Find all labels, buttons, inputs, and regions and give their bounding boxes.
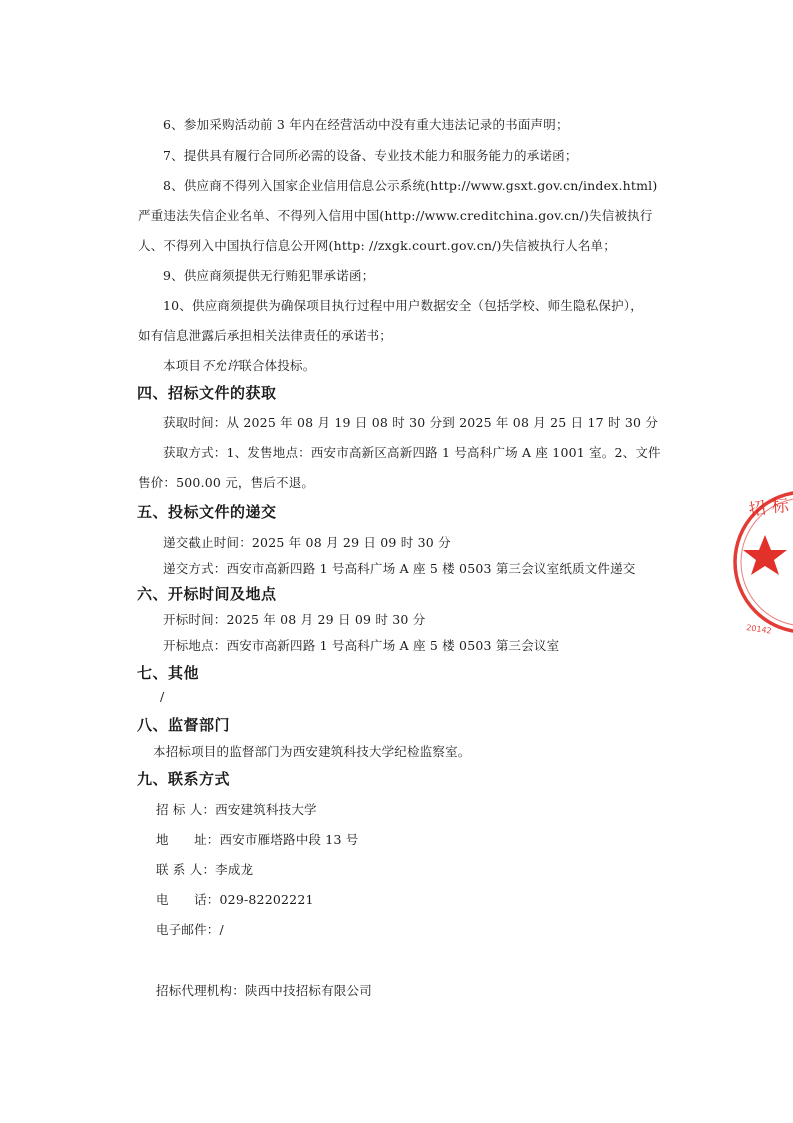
contact-email-value: / [219,922,224,937]
section-4-time: 获取时间：从 2025 年 08 月 19 日 08 时 30 分到 2025 年 08 月 25 日 17 时 30 分 [163,415,659,430]
contact-person-value: 李成龙 [215,862,254,877]
section-5-heading: 五、投标文件的递交 [137,503,277,521]
contact-agency-label: 招标代理机构： [156,983,245,998]
contact-address-label: 地 址： [156,832,220,847]
section-6-location: 开标地点：西安市高新四路 1 号高科广场 A 座 5 楼 0503 第三会议室 [163,638,560,653]
contact-agency-value: 陕西中技招标有限公司 [244,983,372,998]
contact-phone-value: 029-82202221 [219,892,314,907]
section-6-time: 开标时间：2025 年 08 月 29 日 09 时 30 分 [163,612,426,627]
section-4-heading: 四、招标文件的获取 [137,384,277,402]
seal-icon [730,478,793,643]
contact-buyer-value: 西安建筑科技大学 [215,802,317,817]
section-6-heading: 六、开标时间及地点 [137,585,277,603]
consortium-suffix: 联合体投标。 [239,358,316,373]
contact-agency [156,981,372,999]
section-8-content: 本招标项目的监督部门为西安建筑科技大学纪检监察室。 [153,744,471,759]
contact-address [156,830,358,848]
contact-phone-label: 电 话： [156,892,220,907]
requirement-item-10-line1: 10、供应商须提供为确保项目执行过程中用户数据安全（包括学校、师生隐私保护）， [163,298,643,313]
contact-email [156,920,224,938]
requirement-item-10-line2: 如有信息泄露后承担相关法律责任的承诺书； [138,328,393,343]
consortium-value: 不允许 [201,358,240,373]
section-7-heading: 七、其他 [137,664,200,682]
svg-text:20142: 20142 [745,623,773,636]
requirement-item-6: 6、参加采购活动前 3 年内在经营活动中没有重大违法记录的书面声明； [163,117,569,132]
section-4-method-line1: 获取方式：1、发售地点：西安市高新区高新四路 1 号高科广场 A 座 1001 室。2、文件 [163,445,661,460]
requirement-item-8-line3: 人、不得列入中国执行信息公开网(http: //zxgk.court.gov.cn/)失信被执行人名单； [138,238,616,253]
requirement-item-7: 7、提供具有履行合同所必需的设备、专业技术能力和服务能力的承诺函； [163,148,578,163]
section-8-heading: 八、监督部门 [137,716,231,734]
requirement-item-8-line2: 严重违法失信企业名单、不得列入信用中国(http://www.creditchina.gov.cn/)失信被执行 [138,208,653,223]
section-5-deadline: 递交截止时间：2025 年 08 月 29 日 09 时 30 分 [163,535,451,550]
contact-person [156,860,253,878]
contact-person-label: 联 系 人： [156,862,216,877]
section-9-heading: 九、联系方式 [137,770,231,788]
svg-text:招: 招 [747,498,768,521]
consortium-statement [163,356,315,374]
contact-buyer-label: 招 标 人： [156,802,216,817]
contact-email-label: 电子邮件： [156,922,220,937]
section-5-location: 递交方式：西安市高新四路 1 号高科广场 A 座 5 楼 0503 第三会议室纸质文件递交 [163,561,636,576]
svg-text:标: 标 [771,496,790,517]
section-4-method-line2: 售价：500.00 元，售后不退。 [138,475,315,490]
consortium-prefix: 本项目 [163,358,202,373]
official-seal-stamp [730,478,793,643]
contact-buyer [156,800,317,818]
contact-phone [156,890,314,908]
requirement-item-9: 9、供应商须提供无行贿犯罪承诺函； [163,268,375,283]
section-7-content: / [160,689,165,704]
contact-address-value: 西安市雁塔路中段 13 号 [219,832,359,847]
requirement-item-8-line1: 8、供应商不得列入国家企业信用信息公示系统(http://www.gsxt.gov.cn/index.html) [163,178,658,193]
